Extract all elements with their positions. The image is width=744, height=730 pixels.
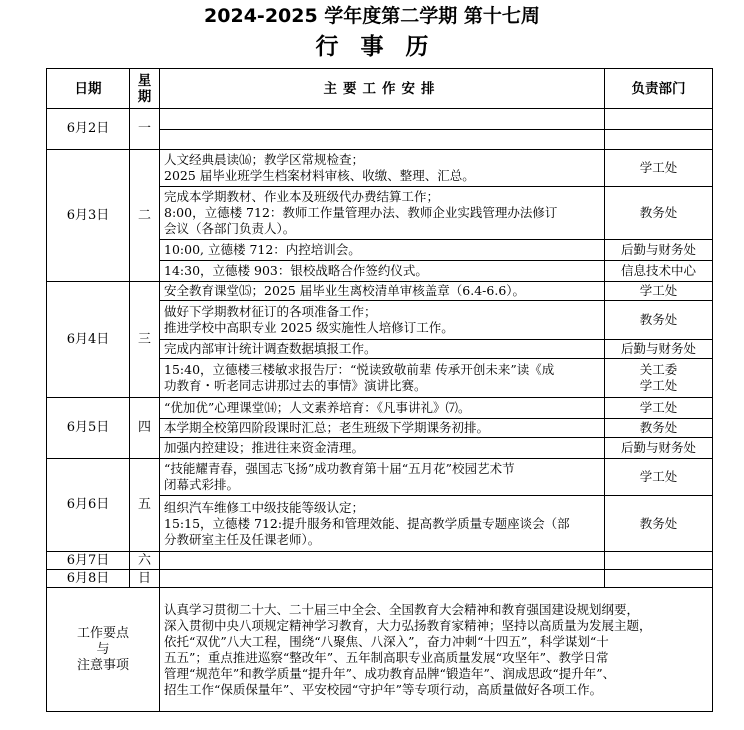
dept-cell [605,359,713,398]
header-date: 日期 [47,69,130,109]
date-cell: 6月5日 [47,398,130,459]
task-line: 8:00，立德楼 712：教师工作量管理办法、教师企业实践管理办法修订 [164,205,558,220]
table-row [47,459,713,496]
date-cell: 6月2日 [47,109,130,150]
table-row [47,398,713,419]
notes-line: 五五”；重点推进巡察“整改年”、五年制高职专业高质量发展“攻坚年”、教学日常 [164,649,609,665]
dept-cell: 后勤与财务处 [605,340,713,359]
task-cell [160,438,605,459]
task-cell [160,459,605,496]
task-line: 组织汽车维修工中级技能等级认定； [164,499,365,515]
dept-cell [605,130,713,150]
notes-label-line: 工作要点 [76,625,129,641]
task-cell [160,359,605,398]
dept-cell [605,570,713,588]
dept-cell: 教务处 [605,496,713,552]
task-line: 推进学校中高职专业 2025 级实施性人培修订工作。 [164,320,454,335]
task-cell [160,301,605,340]
header-weekday [130,69,160,109]
dept-cell: 教务处 [605,301,713,340]
task-line: “优加优”心理课堂⒁；人文素养培育：《凡事讲礼》⑺。 [164,400,471,415]
task-line: 人文经典晨读⒃；教学区常规检查； [164,152,365,167]
task-cell [160,187,605,240]
notes-line: 管理“规范年”和教学质量“提升年”、成功教育品牌“锻造年”、润成思政“提升年”、 [164,665,616,681]
header-weekday-2: 期 [137,88,152,105]
task-cell [160,570,605,588]
task-cell [160,150,605,187]
weekday-cell: 三 [130,282,160,398]
date-cell: 6月4日 [47,282,130,398]
task-line: 分教研室主任及任课老师）。 [164,531,321,547]
dept-cell: 信息技术中心 [605,261,713,282]
notes-label [47,588,160,712]
notes-content [160,588,713,712]
weekday-cell: 二 [130,150,160,282]
header-dept: 负责部门 [605,69,713,109]
task-line: 会议（各部门负责人）。 [164,221,296,236]
notes-row [47,588,713,712]
dept-cell: 教务处 [605,187,713,240]
task-line: 14:30，立德楼 903：银校战略合作签约仪式。 [164,263,428,278]
task-cell [160,340,605,359]
task-cell [160,109,605,130]
header-tasks: 主要工作安排 [160,69,605,109]
table-row [47,150,713,187]
task-line: 加强内控建设；推进往来资金清理。 [164,440,365,455]
table-row [47,109,713,130]
page-title: 2024-2025 学年度第二学期 第十七周 [204,5,540,27]
task-line: 做好下学期教材征订的各项准备工作； [164,304,377,319]
schedule-table [46,68,713,712]
task-cell [160,130,605,150]
task-line: “技能耀青春，强国志飞扬”成功教育第十届“五月花”校园艺术节 [164,461,515,476]
dept-cell: 教务处 [605,419,713,438]
notes-line: 依托“双优”八大工程，围绕“八聚焦、八深入”，奋力冲刺“十四五”，科学谋划“十 [164,633,609,649]
notes-line: 认真学习贯彻二十大、二十届三中全会、全国教育大会精神和教育强国建设规划纲要， [164,601,640,617]
task-cell [160,496,605,552]
task-line: 完成内部审计统计调查数据填报工作。 [164,341,377,356]
notes-line: 深入贯彻中央八项规定精神学习教育，大力弘扬教育家精神；坚持以高质量为发展主题， [164,617,652,633]
task-cell [160,552,605,570]
task-cell [160,398,605,419]
date-cell: 6月6日 [47,459,130,552]
table-row [47,570,713,588]
table-row [47,552,713,570]
header-row [47,69,713,109]
dept-cell: 后勤与财务处 [605,438,713,459]
notes-label-line: 与 [96,641,110,657]
dept-cell: 学工处 [605,282,713,301]
header-weekday-1: 星 [137,72,152,89]
dept-cell: 学工处 [605,398,713,419]
task-line: 闭幕式彩排。 [164,477,240,492]
task-cell [160,419,605,438]
weekday-cell: 四 [130,398,160,459]
table-row [47,282,713,301]
task-line: 15:15，立德楼 712:提升服务和管理效能、提高教学质量专题座谈会（部 [164,515,570,531]
task-cell [160,282,605,301]
date-cell: 6月8日 [47,570,130,588]
task-line: 2025 届毕业班学生档案材料审核、收缴、整理、汇总。 [164,168,475,183]
dept-line: 学工处 [639,378,678,393]
weekday-cell: 五 [130,459,160,552]
notes-line: 招生工作“保质保量年”、平安校园“守护年”等专项行动，高质量做好各项工作。 [164,681,603,697]
task-cell [160,261,605,282]
task-line: 安全教育课堂⒂；2025 届毕业生离校清单审核盖章（6.4-6.6）。 [164,283,526,298]
weekday-cell: 日 [130,570,160,588]
task-line: 本学期全校第四阶段课时汇总；老生班级下学期课务初排。 [164,420,490,435]
task-line: 10:00, 立德楼 712：内控培训会。 [164,242,361,257]
dept-line: 关工委 [639,362,678,377]
dept-cell: 学工处 [605,150,713,187]
dept-cell: 学工处 [605,459,713,496]
dept-cell [605,552,713,570]
date-cell: 6月3日 [47,150,130,282]
dept-cell [605,109,713,130]
notes-label-line: 注意事项 [76,657,129,673]
weekday-cell: 一 [130,109,160,150]
weekday-cell: 六 [130,552,160,570]
dept-cell: 后勤与财务处 [605,240,713,261]
task-line: 完成本学期教材、作业本及班级代办费结算工作； [164,189,440,204]
task-cell [160,240,605,261]
task-line: 15:40，立德楼三楼敏求报告厅：“悦读致敬前辈 传承开创未来”读《成 [164,362,555,377]
task-line: 功教育・听老同志讲那过去的事情》演讲比赛。 [164,378,427,393]
date-cell: 6月7日 [47,552,130,570]
page-subtitle: 行事历 [315,34,451,60]
